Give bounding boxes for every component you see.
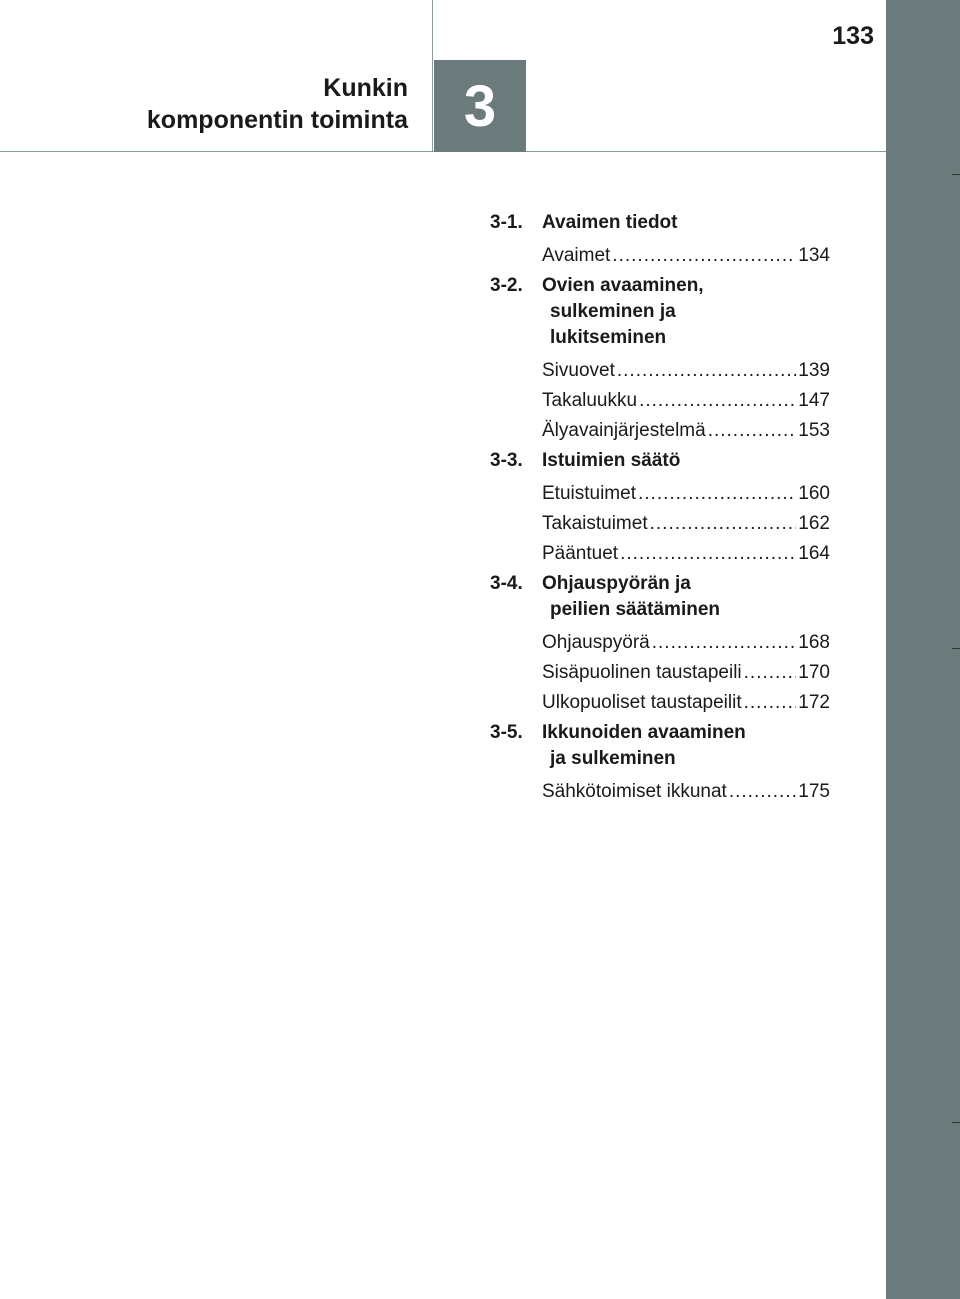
- page-number: 133: [832, 22, 874, 50]
- toc-entry-leader-dots: [638, 479, 796, 509]
- toc-section-heading: [490, 273, 830, 351]
- toc-entry[interactable]: [542, 509, 830, 539]
- toc-entry[interactable]: [542, 688, 830, 718]
- toc-section-heading: [490, 571, 830, 623]
- toc-section-title-line: ja sulkeminen: [550, 748, 676, 769]
- toc-section-title-line: Ikkunoiden avaaminen: [542, 722, 746, 743]
- toc-entry[interactable]: [542, 658, 830, 688]
- toc-entry-page-number: 168: [798, 632, 830, 653]
- toc-section-title-line: peilien säätäminen: [550, 599, 721, 620]
- toc-entry-label: Etuistuimet: [542, 483, 636, 504]
- toc-entry[interactable]: [542, 241, 830, 271]
- toc-entry[interactable]: [542, 386, 830, 416]
- toc-section-title-line: Istuimien säätö: [542, 450, 681, 471]
- toc-entry[interactable]: [542, 479, 830, 509]
- toc-entry-page-number: 172: [798, 692, 830, 713]
- edge-tick-mark: [952, 648, 960, 649]
- toc-entry-label: Ohjauspyörä: [542, 632, 650, 653]
- toc-section-title-line: Ovien avaaminen,: [542, 275, 704, 296]
- toc-section-title-line: Ohjauspyörän ja: [542, 573, 691, 594]
- toc-section-title: [542, 273, 830, 351]
- toc-entry-label: Takaistuimet: [542, 513, 648, 534]
- chapter-title: [60, 72, 408, 136]
- toc-entry-label: Älyavainjärjestelmä: [542, 420, 706, 441]
- toc-entry-leader-dots: [617, 356, 796, 386]
- toc-entry-label: Pääntuet: [542, 543, 619, 564]
- toc-section-title: [542, 720, 830, 772]
- toc-entry-leader-dots: [744, 688, 797, 718]
- toc-entry-page-number: 164: [798, 543, 830, 564]
- toc-section-number: 3-1.: [490, 212, 523, 233]
- chapter-title-line-1: Kunkin: [323, 74, 408, 102]
- toc-entry-page-number: 147: [798, 390, 830, 411]
- toc-entry-page-number: 134: [798, 245, 830, 266]
- toc-section-title: [542, 448, 830, 474]
- toc-entry-label: Sähkötoimiset ikkunat: [542, 781, 727, 802]
- toc-entry-leader-dots: [729, 777, 796, 807]
- toc-entry-page-number: 139: [798, 360, 830, 381]
- toc-section: [490, 720, 830, 807]
- toc-section-title-line: Avaimen tiedot: [542, 212, 678, 233]
- toc-entry-label: Avaimet: [542, 245, 611, 266]
- toc-entry-page-number: 162: [798, 513, 830, 534]
- toc-entry-label: Ulkopuoliset taustapeilit: [542, 692, 742, 713]
- toc-section: [490, 448, 830, 569]
- toc-section-heading: [490, 720, 830, 772]
- toc-section-heading: [490, 448, 830, 474]
- toc-entry-label: Sivuovet: [542, 360, 615, 381]
- toc-section: [490, 210, 830, 271]
- chapter-side-tab: [886, 0, 960, 1299]
- toc-entry[interactable]: [542, 628, 830, 658]
- toc-entry[interactable]: [542, 356, 830, 386]
- toc-entry-page-number: 160: [798, 483, 830, 504]
- toc-entry-leader-dots: [639, 386, 796, 416]
- toc-section-number: 3-2.: [490, 275, 523, 296]
- toc-entry-leader-dots: [652, 628, 797, 658]
- toc-section-number: 3-5.: [490, 722, 523, 743]
- toc-entry-page-number: 153: [798, 420, 830, 441]
- chapter-number-badge: 3: [434, 60, 526, 152]
- header-vertical-divider: [432, 0, 433, 152]
- chapter-title-line-2: komponentin toiminta: [146, 106, 408, 134]
- toc-section-title-line: lukitseminen: [550, 327, 667, 348]
- toc-entry-leader-dots: [612, 241, 796, 271]
- toc-section: [490, 273, 830, 446]
- toc-section-number: 3-4.: [490, 573, 523, 594]
- toc-section-title-line: sulkeminen ja: [550, 301, 676, 322]
- edge-tick-mark: [952, 1122, 960, 1123]
- toc-section-title: [542, 210, 830, 236]
- toc-section-title: [542, 571, 830, 623]
- toc-section: [490, 571, 830, 718]
- toc-entry-leader-dots: [744, 658, 797, 688]
- toc-entry-page-number: 170: [798, 662, 830, 683]
- toc-entry[interactable]: [542, 777, 830, 807]
- toc-section-number: 3-3.: [490, 450, 523, 471]
- table-of-contents: [490, 208, 830, 807]
- toc-entry-label: Sisäpuolinen taustapeili: [542, 662, 742, 683]
- toc-entry-label: Takaluukku: [542, 390, 638, 411]
- toc-entry[interactable]: [542, 416, 830, 446]
- toc-entry-page-number: 175: [798, 781, 830, 802]
- toc-section-heading: [490, 210, 830, 236]
- toc-entry[interactable]: [542, 539, 830, 569]
- toc-entry-leader-dots: [708, 416, 797, 446]
- toc-entry-leader-dots: [650, 509, 797, 539]
- edge-tick-mark: [952, 174, 960, 175]
- toc-entry-leader-dots: [620, 539, 796, 569]
